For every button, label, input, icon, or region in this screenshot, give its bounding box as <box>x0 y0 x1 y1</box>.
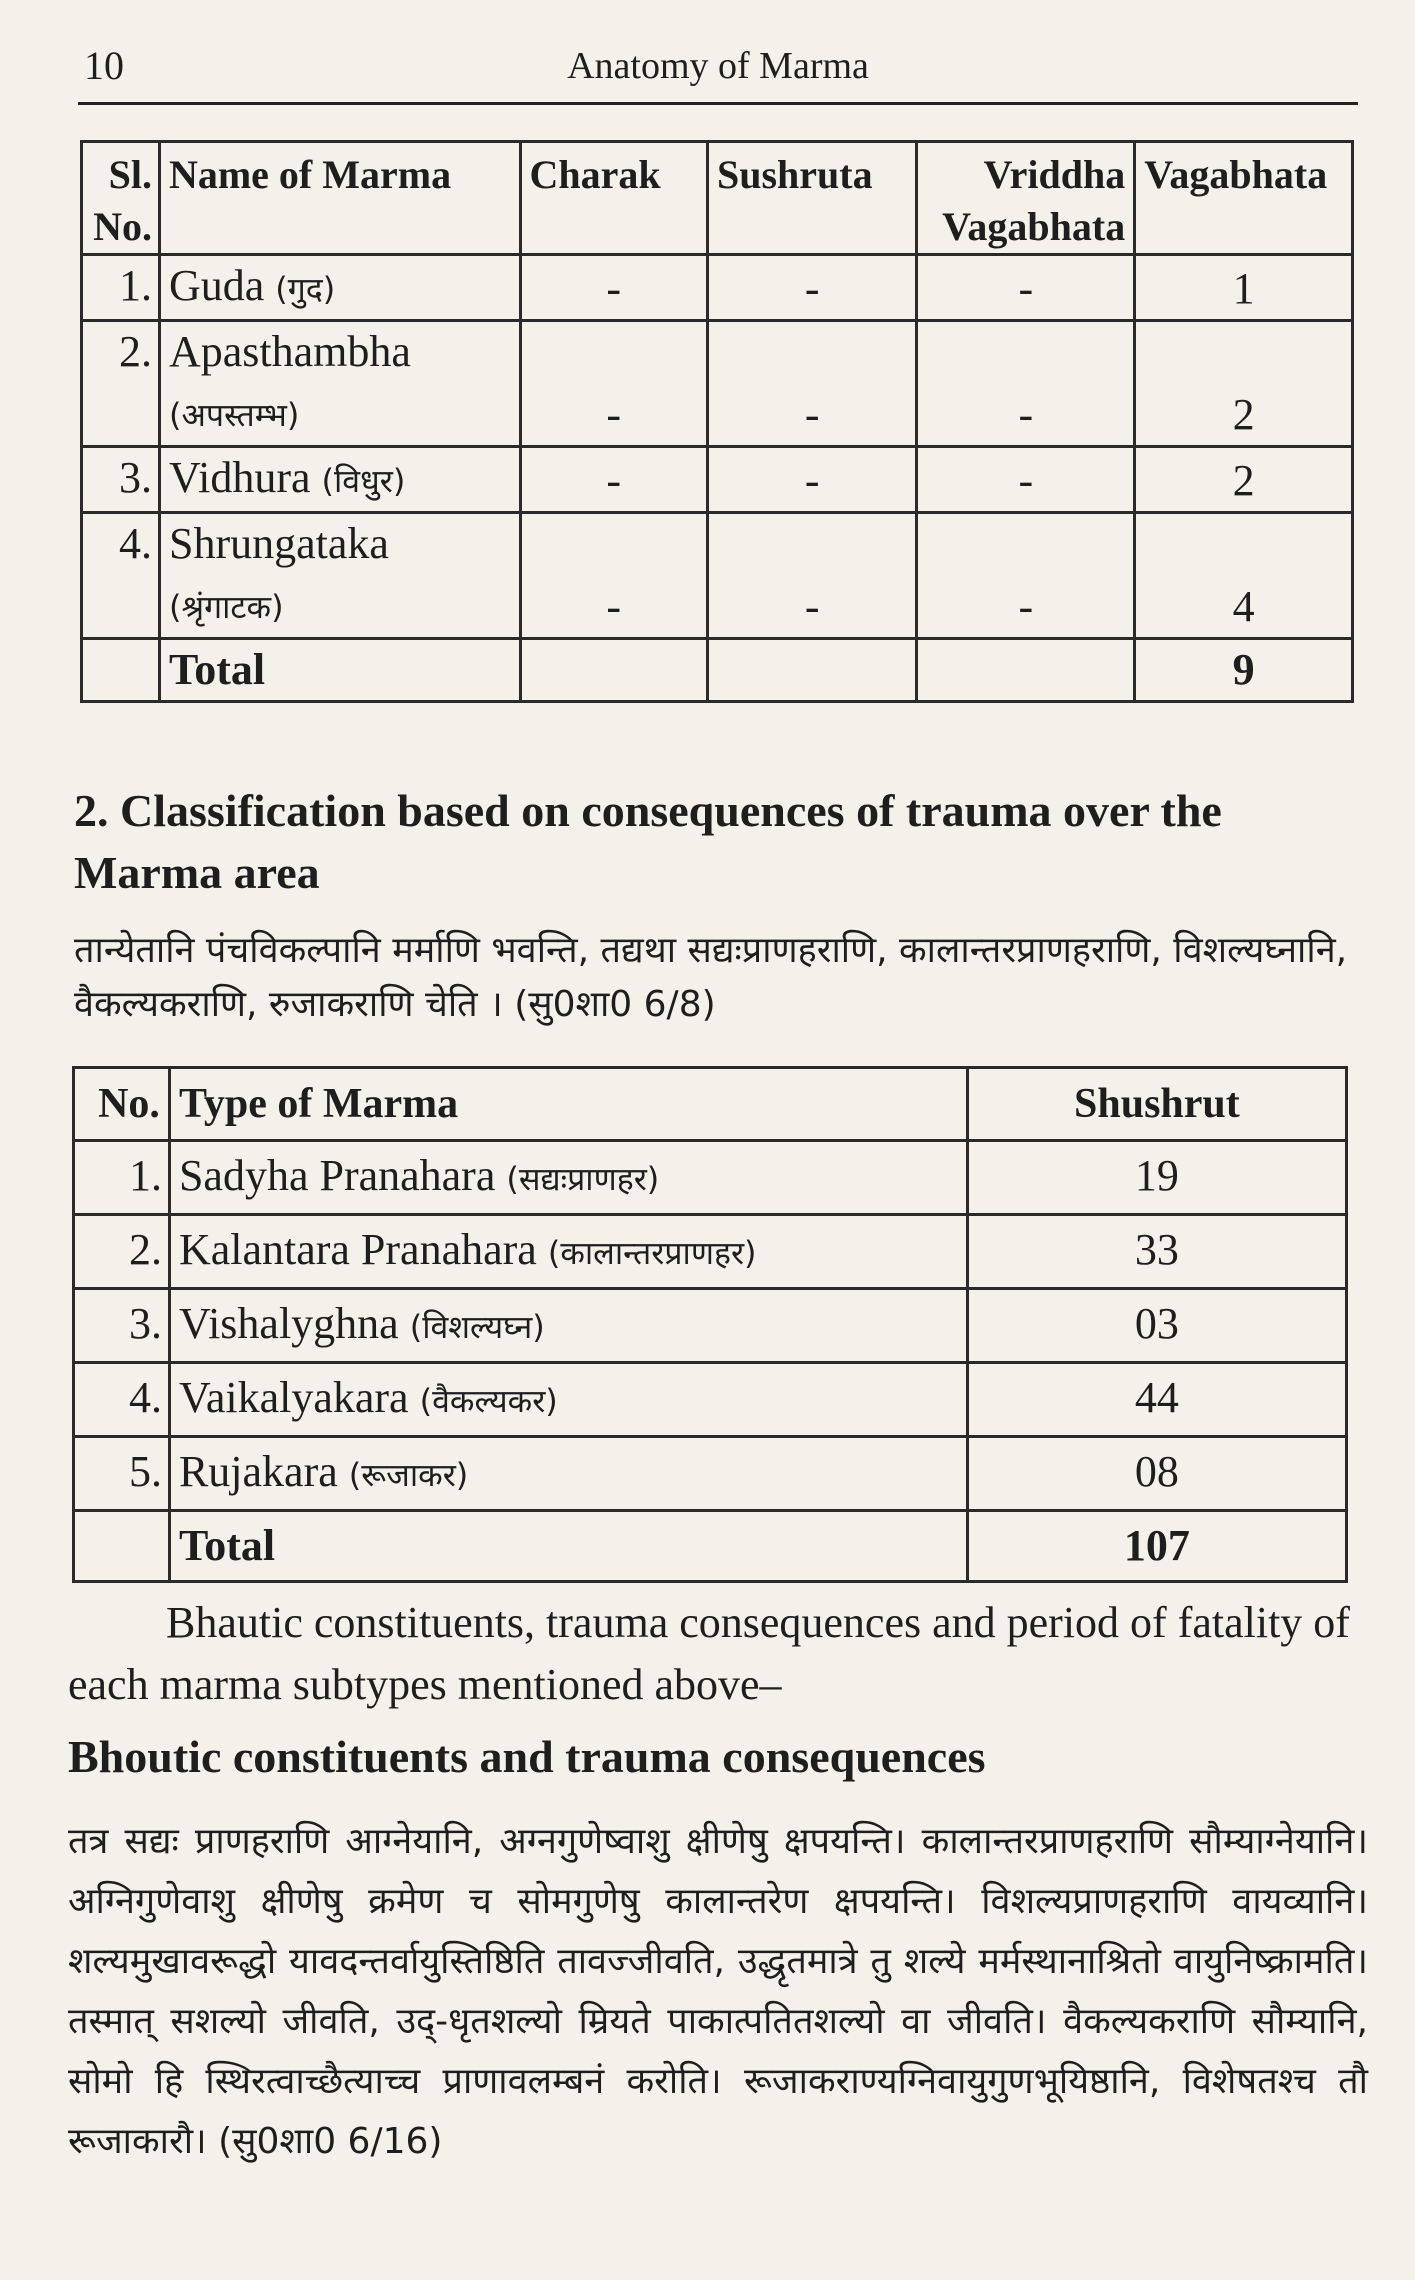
col-header-sl-no: Sl. No. <box>82 142 160 255</box>
row-number: 3. <box>74 1289 170 1363</box>
marma-type-english: Vaikalyakara <box>178 1373 409 1422</box>
row-number: 5. <box>74 1437 170 1511</box>
table-row <box>74 1215 1347 1289</box>
total-row <box>74 1511 1347 1582</box>
page-number: 10 <box>84 43 124 88</box>
shushrut-value: 03 <box>967 1289 1346 1363</box>
table-row <box>82 513 1353 639</box>
marma-name-english: Vidhura <box>168 453 311 502</box>
marma-type-table <box>72 1066 1348 1583</box>
total-value: 107 <box>967 1511 1346 1582</box>
sanskrit-verse: तान्येतानि पंचविकल्पानि मर्माणि भवन्ति, तद्यथा सद्यःप्राणहराणि, कालान्तरप्राणहराणि, विशल्यघ्नानि, वैकल्यकराणि, रुजाकराणि चेति । (सु0शा0 6/8) <box>74 930 1348 1025</box>
marma-type <box>169 1437 967 1511</box>
marma-name-english: Shrungataka <box>168 519 389 568</box>
total-label: Total <box>159 639 520 702</box>
marma-name-english: Apasthambha <box>168 327 411 376</box>
marma-name <box>159 255 520 321</box>
marma-name-devanagari: (गुद) <box>275 270 336 308</box>
table-row <box>74 1141 1347 1215</box>
col-header-vriddha-vagabhata: Vriddha Vagabhata <box>917 142 1135 255</box>
total-label: Total <box>169 1511 967 1582</box>
table-row <box>82 321 1353 447</box>
vagabhata-value: 2 <box>1135 321 1353 447</box>
charak-value: - <box>520 513 707 639</box>
marma-name-devanagari: (अपस्तम्भ) <box>168 396 300 434</box>
table-row <box>74 1437 1347 1511</box>
marma-type <box>169 1289 967 1363</box>
table-row <box>74 1289 1347 1363</box>
marma-type <box>169 1215 967 1289</box>
marma-type-devanagari: (वैकल्यकर) <box>419 1382 558 1420</box>
marma-type-devanagari: (रूजाकर) <box>348 1456 469 1494</box>
marma-type-english: Vishalyghna <box>178 1299 399 1348</box>
marma-name-english: Guda <box>168 261 265 310</box>
subsection-heading: Bhoutic constituents and trauma consequences <box>68 1731 986 1782</box>
marma-name <box>159 321 520 447</box>
sushruta-value: - <box>707 321 916 447</box>
marma-type-devanagari: (कालान्तरप्राणहर) <box>547 1234 757 1272</box>
shushrut-value: 44 <box>967 1363 1346 1437</box>
row-number: 4. <box>82 513 160 639</box>
page-header <box>78 38 1358 105</box>
col-header-name: Name of Marma <box>159 142 520 255</box>
sushruta-value: - <box>707 513 916 639</box>
body-paragraph <box>68 1592 1358 1716</box>
table-header-row <box>74 1068 1347 1141</box>
paragraph-text: Bhautic constituents, trauma consequences and period of fatality of each marma subtypes mentioned above– <box>68 1598 1350 1709</box>
table-row <box>74 1363 1347 1437</box>
sushruta-value: - <box>707 255 916 321</box>
col-header-vagabhata: Vagabhata <box>1135 142 1353 255</box>
shushrut-value: 19 <box>967 1141 1346 1215</box>
marma-type-english: Rujakara <box>178 1447 338 1496</box>
table-header-row <box>82 142 1353 255</box>
vriddha-value: - <box>917 255 1135 321</box>
running-title: Anatomy of Marma <box>567 45 869 87</box>
row-number: 2. <box>74 1215 170 1289</box>
marma-type <box>169 1141 967 1215</box>
row-number: 1. <box>82 255 160 321</box>
marma-name-devanagari: (विधुर) <box>321 462 406 500</box>
vagabhata-value: 4 <box>1135 513 1353 639</box>
marma-type-english: Kalantara Pranahara <box>178 1225 537 1274</box>
marma-count-table <box>80 140 1354 703</box>
sushruta-value: - <box>707 447 916 513</box>
vagabhata-value: 2 <box>1135 447 1353 513</box>
charak-value: - <box>520 255 707 321</box>
table-row <box>82 255 1353 321</box>
shushrut-value: 33 <box>967 1215 1346 1289</box>
marma-type <box>169 1363 967 1437</box>
charak-value: - <box>520 321 707 447</box>
col-header-charak: Charak <box>520 142 707 255</box>
row-number: 1. <box>74 1141 170 1215</box>
sanskrit-passage: तत्र सद्यः प्राणहराणि आग्नेयानि, अग्नगुणेष्वाशु क्षीणेषु क्षपयन्ति। कालान्तरप्राणहराणि सौम्याग्नेयानि। अग्निगुणेवाशु क्षीणेषु क्रमेण च सोमगुणेषु कालान्तरेण क्षपयन्ति। विशल्यप्राणहराणि वायव्यानि। शल्यमुखावरूद्धो यावदन्तर्वायुस्तिष्ठिति तावज्जीवति, उद्धृतमात्रे तु शल्ये मर्मस्थानाश्रितो वायुनिष्क्रामति। तस्मात् सशल्यो जीवति, उद्-धृतशल्यो म्रियते पाकात्पतितशल्यो वा जीवति। वैकल्यकराणि सौम्यानि, सोमो हि स्थिरत्वाच्छैत्याच्च प्राणावलम्बनं करोति। रूजाकराण्यग्निवायुगुणभूयिष्ठानि, विशेषतश्च तौ रूजाकारौ। (सु0शा0 6/16) <box>68 1821 1368 2162</box>
marma-type-devanagari: (सद्यःप्राणहर) <box>506 1160 660 1198</box>
table-row <box>82 447 1353 513</box>
col-header-no: No. <box>74 1068 170 1141</box>
col-header-sushruta: Sushruta <box>707 142 916 255</box>
vagabhata-value: 1 <box>1135 255 1353 321</box>
marma-type-english: Sadyha Pranahara <box>178 1151 496 1200</box>
row-number: 3. <box>82 447 160 513</box>
vriddha-value: - <box>917 321 1135 447</box>
row-number: 4. <box>74 1363 170 1437</box>
marma-type-devanagari: (विशल्यघ्न) <box>409 1308 545 1346</box>
col-header-type: Type of Marma <box>169 1068 967 1141</box>
vriddha-value: - <box>917 447 1135 513</box>
marma-name <box>159 513 520 639</box>
col-header-shushrut: Shushrut <box>967 1068 1346 1141</box>
marma-name-devanagari: (श्रृंगाटक) <box>168 588 284 626</box>
marma-name <box>159 447 520 513</box>
shushrut-value: 08 <box>967 1437 1346 1511</box>
charak-value: - <box>520 447 707 513</box>
total-row <box>82 639 1353 702</box>
section-heading: 2. Classification based on consequences of trauma over the Marma area <box>74 785 1222 898</box>
total-value: 9 <box>1135 639 1353 702</box>
vriddha-value: - <box>917 513 1135 639</box>
row-number: 2. <box>82 321 160 447</box>
